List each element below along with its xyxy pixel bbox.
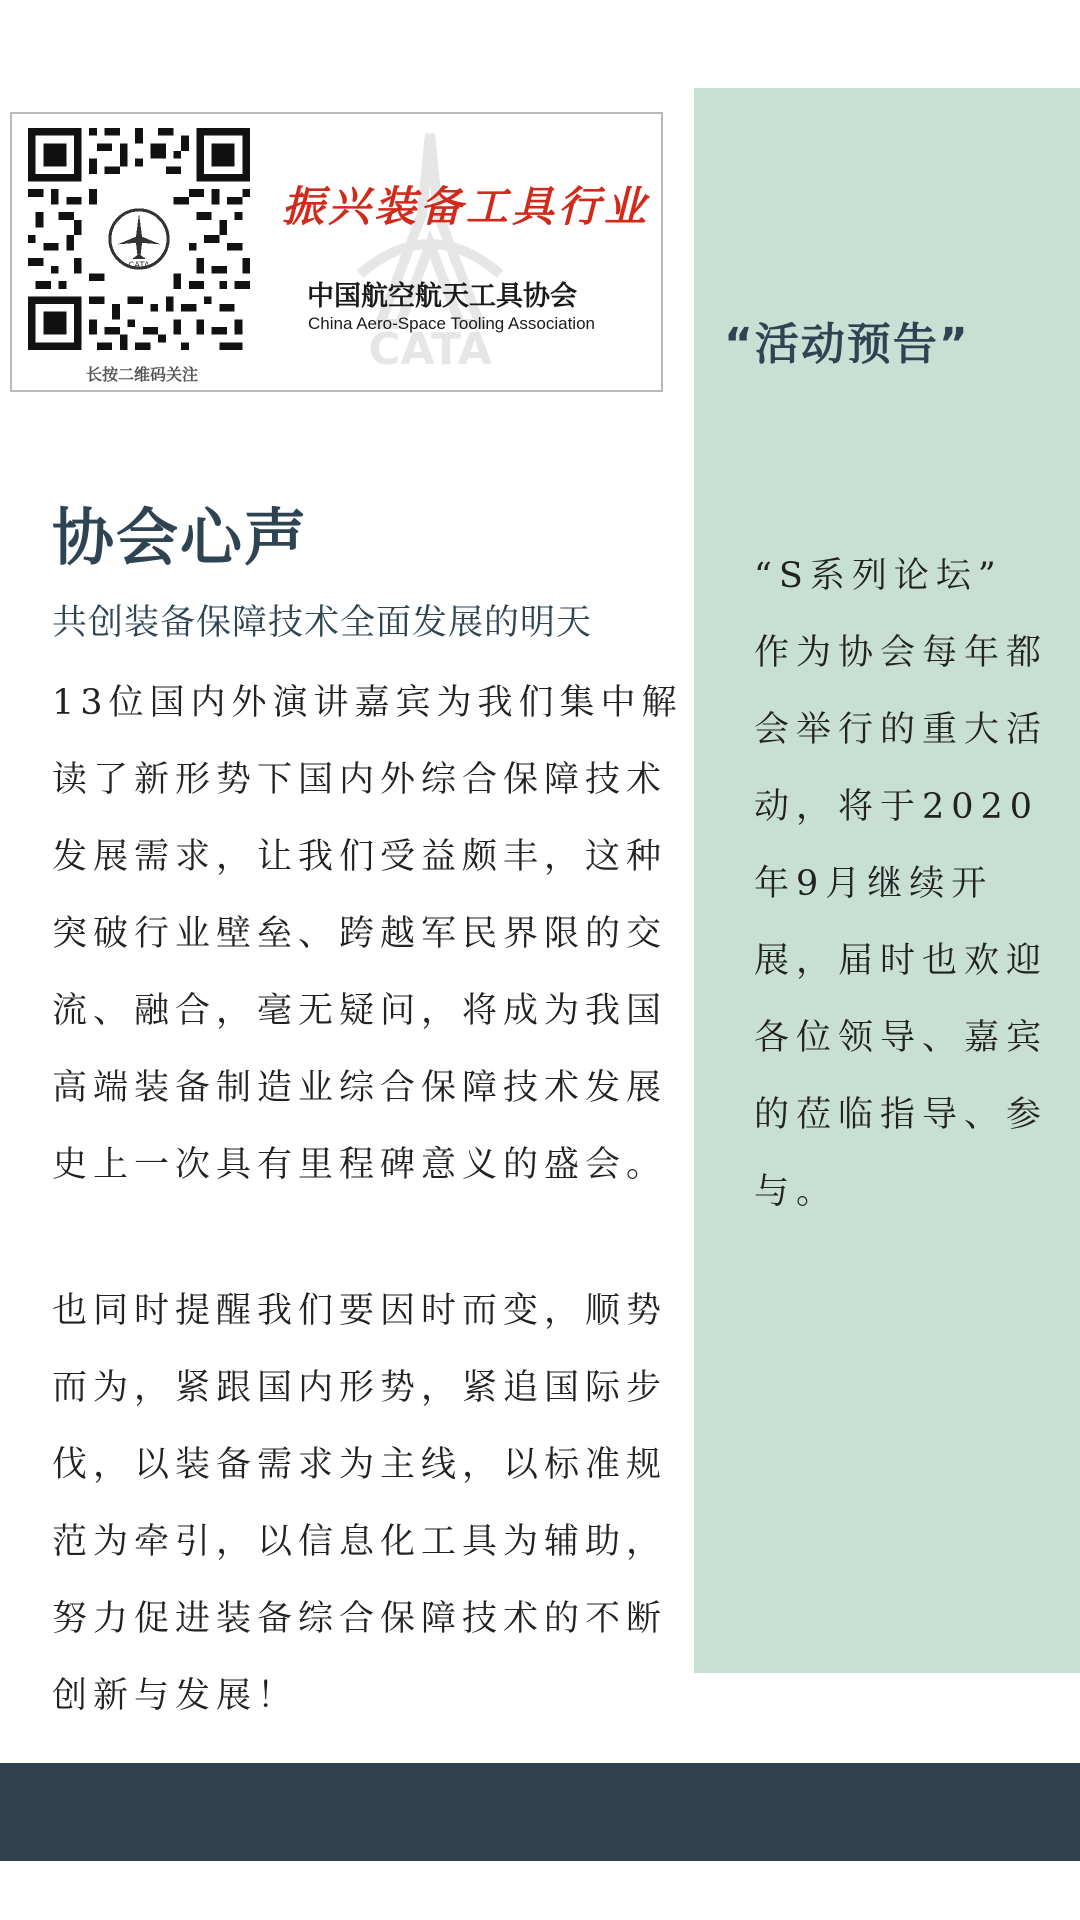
event-preview-line: 会举行的重大活: [754, 710, 1049, 750]
qr-logo-text: CATA: [128, 260, 150, 271]
article-paragraph-2: [52, 1273, 668, 1735]
association-header-card: [10, 112, 663, 392]
paragraph-line: 史上一次具有里程碑意义的盛会。: [52, 1145, 668, 1185]
event-preview-line: 年9月继续开: [754, 864, 994, 904]
article-paragraph-1: [52, 665, 683, 1204]
association-slogan: 振兴装备工具行业: [282, 182, 651, 231]
article-heading: 协会心声: [52, 501, 309, 574]
paragraph-line: 创新与发展！: [52, 1676, 299, 1716]
event-preview-line: 的莅临指导、参: [754, 1095, 1049, 1135]
event-preview-title: “活动预告”: [724, 319, 970, 370]
watermark-text: CATA: [368, 324, 492, 375]
association-name-en: China Aero-Space Tooling Association: [308, 314, 595, 333]
paragraph-line: 范为牵引，以信息化工具为辅助，: [52, 1522, 668, 1562]
event-preview-line: 作为协会每年都: [754, 633, 1049, 673]
paragraph-line: 伐，以装备需求为主线，以标准规: [52, 1445, 668, 1485]
paragraph-line: 高端装备制造业综合保障技术发展: [52, 1068, 668, 1108]
article-subheading: 共创装备保障技术全面发展的明天: [52, 603, 593, 643]
paragraph-line: 努力促进装备综合保障技术的不断: [52, 1599, 668, 1639]
footer-band: [0, 1763, 1080, 1861]
event-preview-panel: [694, 88, 1080, 1673]
paragraph-line: 而为，紧跟国内形势，紧追国际步: [52, 1368, 668, 1408]
paragraph-line: 13位国内外演讲嘉宾为我们集中解: [52, 683, 683, 723]
qr-caption: 长按二维码关注: [85, 365, 198, 384]
event-preview-line: 展，届时也欢迎: [754, 941, 1049, 981]
event-preview-line: 各位领导、嘉宾: [754, 1018, 1049, 1058]
paragraph-line: 读了新形势下国内外综合保障技术: [52, 760, 668, 800]
event-preview-line: 与。: [754, 1172, 839, 1212]
paragraph-line: 也同时提醒我们要因时而变，顺势: [52, 1291, 668, 1331]
event-preview-line: 动，将于2020: [754, 787, 1040, 827]
cata-watermark-logo-icon: [330, 124, 530, 384]
paragraph-line: 流、融合，毫无疑问，将成为我国: [52, 991, 668, 1031]
association-name-cn: 中国航空航天工具协会: [307, 281, 577, 312]
event-preview-body: [754, 538, 1054, 1231]
paragraph-line: 发展需求，让我们受益颇丰，这种: [52, 837, 668, 877]
qr-code-icon[interactable]: [28, 128, 250, 350]
paragraph-line: 突破行业壁垒、跨越军民界限的交: [52, 914, 668, 954]
event-preview-line: “S系列论坛”: [754, 556, 1003, 596]
